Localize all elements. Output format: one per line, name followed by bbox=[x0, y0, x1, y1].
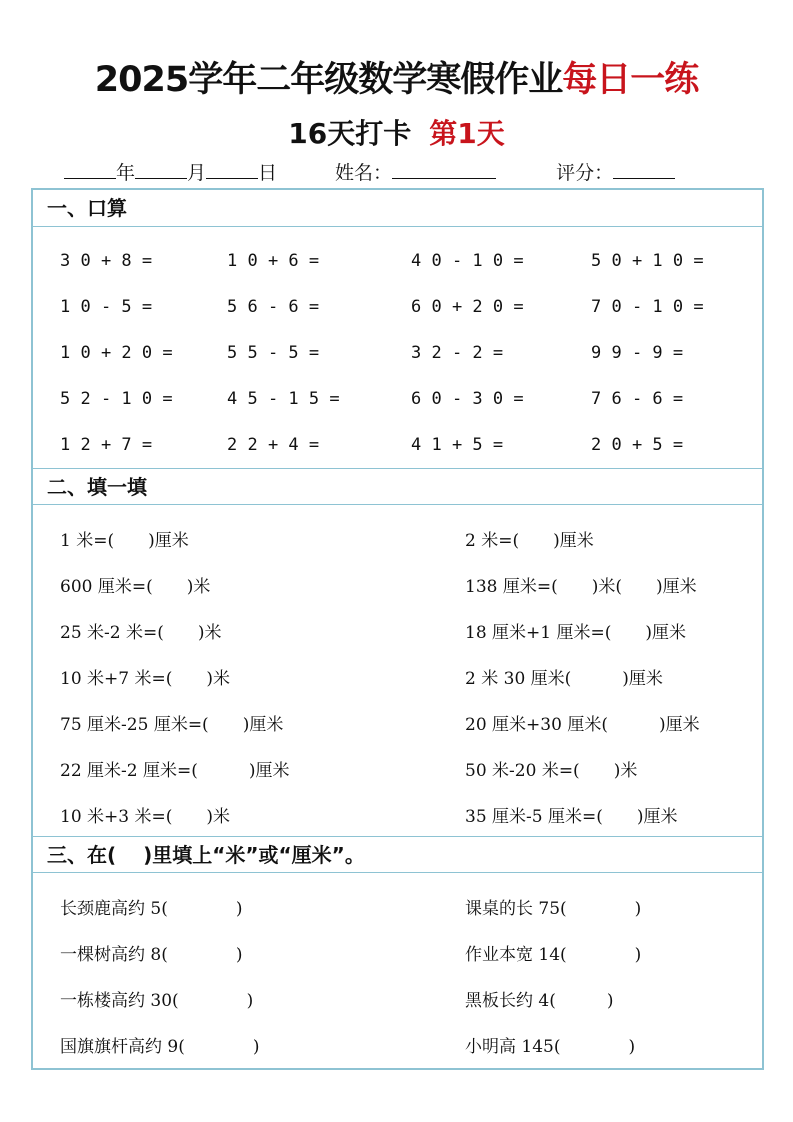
calc-item: 1 0 + 2 0 = bbox=[60, 343, 173, 363]
unit-item: 长颈鹿高约 5( ) bbox=[60, 899, 243, 919]
page-subtitle bbox=[0, 112, 793, 152]
section-oral-calc-title: 一、口算 bbox=[33, 190, 762, 227]
fill-item: 2 米 30 厘米( )厘米 bbox=[465, 669, 663, 689]
fill-item: 50 米-20 米=( )米 bbox=[465, 761, 638, 781]
subtitle-day: 第1天 bbox=[429, 117, 505, 150]
score-label: 评分： bbox=[556, 162, 614, 184]
fill-item: 10 米+7 米=( )米 bbox=[60, 669, 231, 689]
calc-item: 1 2 + 7 = bbox=[60, 435, 153, 455]
page-title bbox=[0, 52, 793, 102]
name-label: 姓名： bbox=[335, 162, 393, 184]
subtitle-main: 16天打卡 bbox=[288, 117, 412, 150]
calc-item: 6 0 + 2 0 = bbox=[411, 297, 524, 317]
day-label: 日 bbox=[258, 162, 278, 184]
fill-item: 138 厘米=( )米( )厘米 bbox=[465, 577, 697, 597]
info-line bbox=[64, 158, 675, 185]
unit-item: 作业本宽 14( ) bbox=[465, 945, 642, 965]
calc-item: 5 0 + 1 0 = bbox=[591, 251, 704, 271]
calc-item: 7 6 - 6 = bbox=[591, 389, 684, 409]
calc-item: 5 5 - 5 = bbox=[227, 343, 320, 363]
fill-item: 18 厘米+1 厘米=( )厘米 bbox=[465, 623, 687, 643]
unit-item: 国旗旗杆高约 9( ) bbox=[60, 1037, 260, 1057]
calc-item: 6 0 - 3 0 = bbox=[411, 389, 524, 409]
calc-item: 9 9 - 9 = bbox=[591, 343, 684, 363]
calc-item: 3 0 + 8 = bbox=[60, 251, 153, 271]
fill-item: 35 厘米-5 厘米=( )厘米 bbox=[465, 807, 678, 827]
calc-item: 1 0 - 5 = bbox=[60, 297, 153, 317]
calc-item: 4 0 - 1 0 = bbox=[411, 251, 524, 271]
unit-item: 黑板长约 4( ) bbox=[465, 991, 614, 1011]
fill-item: 600 厘米=( )米 bbox=[60, 577, 211, 597]
unit-item: 一栋楼高约 30( ) bbox=[60, 991, 254, 1011]
calc-item: 5 2 - 1 0 = bbox=[60, 389, 173, 409]
unit-item: 小明高 145( ) bbox=[465, 1037, 636, 1057]
calc-item: 7 0 - 1 0 = bbox=[591, 297, 704, 317]
section-units-title: 三、在( )里填上“米”或“厘米”。 bbox=[33, 836, 762, 873]
month-label: 月 bbox=[187, 162, 207, 184]
fill-item: 10 米+3 米=( )米 bbox=[60, 807, 231, 827]
calc-item: 2 2 + 4 = bbox=[227, 435, 320, 455]
day-blank[interactable] bbox=[206, 162, 258, 179]
fill-item: 1 米=( )厘米 bbox=[60, 531, 189, 551]
fill-item: 75 厘米-25 厘米=( )厘米 bbox=[60, 715, 284, 735]
section-fill-title: 二、填一填 bbox=[33, 468, 762, 505]
year-blank[interactable] bbox=[64, 162, 116, 179]
title-highlight: 每日一练 bbox=[562, 60, 699, 100]
calc-item: 1 0 + 6 = bbox=[227, 251, 320, 271]
year-label: 年 bbox=[116, 162, 136, 184]
worksheet-frame bbox=[31, 188, 764, 1070]
calc-item: 5 6 - 6 = bbox=[227, 297, 320, 317]
fill-item: 20 厘米+30 厘米( )厘米 bbox=[465, 715, 700, 735]
calc-item: 4 1 + 5 = bbox=[411, 435, 504, 455]
calc-item: 2 0 + 5 = bbox=[591, 435, 684, 455]
fill-item: 25 米-2 米=( )米 bbox=[60, 623, 222, 643]
calc-item: 4 5 - 1 5 = bbox=[227, 389, 340, 409]
month-blank[interactable] bbox=[135, 162, 187, 179]
score-blank[interactable] bbox=[613, 162, 675, 179]
fill-item: 2 米=( )厘米 bbox=[465, 531, 594, 551]
title-main: 2025学年二年级数学寒假作业 bbox=[94, 60, 563, 100]
unit-item: 一棵树高约 8( ) bbox=[60, 945, 243, 965]
calc-item: 3 2 - 2 = bbox=[411, 343, 504, 363]
unit-item: 课桌的长 75( ) bbox=[465, 899, 642, 919]
name-blank[interactable] bbox=[392, 162, 496, 179]
fill-item: 22 厘米-2 厘米=( )厘米 bbox=[60, 761, 290, 781]
